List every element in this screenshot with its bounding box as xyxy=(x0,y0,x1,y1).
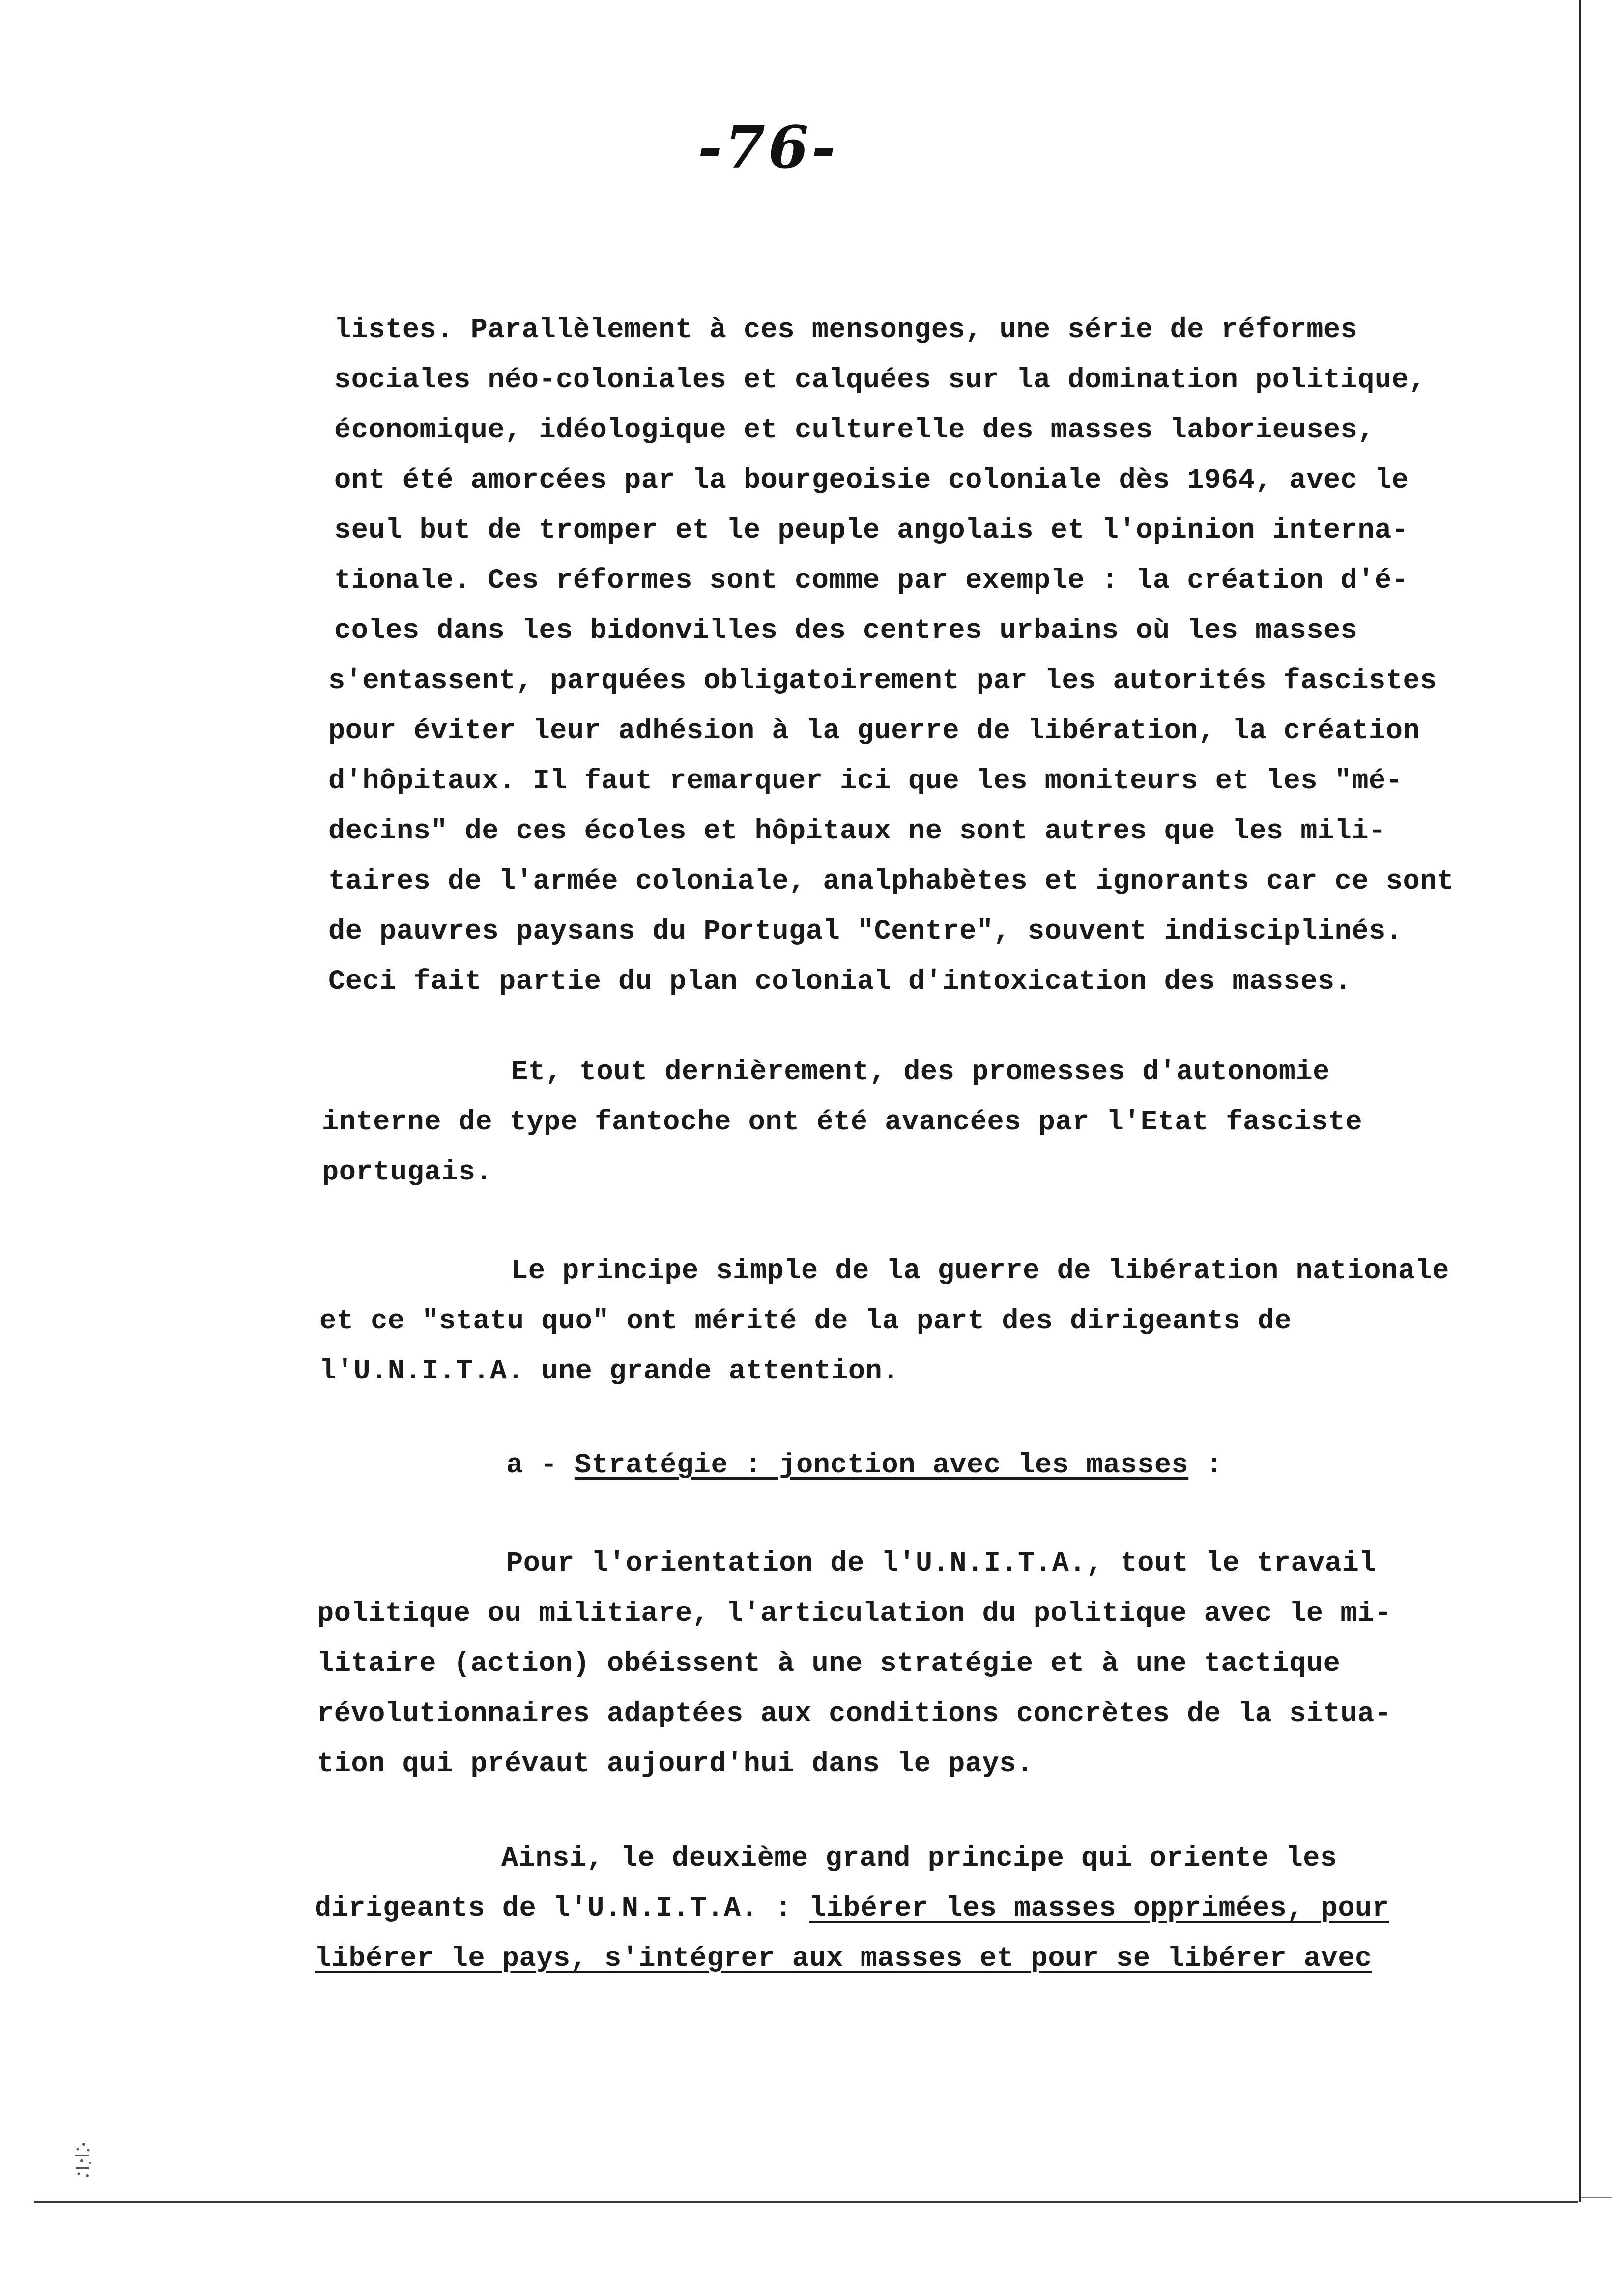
text-line xyxy=(315,1893,1389,1924)
text-underlined: libérer les masses opprimées, pour xyxy=(809,1893,1389,1924)
text-line: de pauvres paysans du Portugal "Centre", souvent indisciplinés. xyxy=(328,916,1403,947)
text-line: Ceci fait partie du plan colonial d'intoxication des masses. xyxy=(328,966,1352,998)
heading-suffix: : xyxy=(1188,1450,1223,1481)
text-line: listes. Parallèlement à ces mensonges, une série de réformes xyxy=(334,315,1358,346)
text-line: Et, tout dernièrement, des promesses d'autonomie xyxy=(511,1057,1330,1088)
text-line: ont été amorcées par la bourgeoisie coloniale dès 1964, avec le xyxy=(334,465,1409,496)
text-line: économique, idéologique et culturelle des masses laborieuses, xyxy=(334,415,1375,446)
text-line: Pour l'orientation de l'U.N.I.T.A., tout le travail xyxy=(506,1548,1376,1579)
text-line: politique ou militiare, l'articulation du politique avec le mi- xyxy=(317,1598,1392,1630)
text-line: coles dans les bidonvilles des centres urbains où les masses xyxy=(334,615,1358,647)
text-line: d'hôpitaux. Il faut remarquer ici que les moniteurs et les "mé- xyxy=(328,766,1403,797)
scan-bottom-edge-tail xyxy=(1581,2197,1612,2198)
text-line: decins" de ces écoles et hôpitaux ne sont autres que les mili- xyxy=(328,816,1386,847)
text-underlined: libérer le pays, s'intégrer aux masses et pour se libérer avec xyxy=(315,1943,1372,1975)
text-line: litaire (action) obéissent à une stratégie et à une tactique xyxy=(317,1648,1341,1680)
text-line: seul but de tromper et le peuple angolais et l'opinion interna- xyxy=(334,515,1409,546)
text-line: révolutionnaires adaptées aux conditions concrètes de la situa- xyxy=(317,1698,1392,1730)
text-line: sociales néo-coloniales et calquées sur la domination politique, xyxy=(334,365,1426,396)
text-plain: dirigeants de l'U.N.I.T.A. : xyxy=(315,1893,809,1924)
heading-underlined: Stratégie : jonction avec les masses xyxy=(574,1450,1189,1481)
text-line: pour éviter leur adhésion à la guerre de libération, la création xyxy=(328,716,1420,747)
text-line: tionale. Ces réformes sont comme par exemple : la création d'é- xyxy=(334,565,1409,597)
text-line xyxy=(315,1943,1372,1975)
scan-bottom-edge-rule xyxy=(34,2201,1578,2203)
text-line: tion qui prévaut aujourd'hui dans le pays. xyxy=(317,1749,1034,1780)
text-line: Ainsi, le deuxième grand principe qui oriente les xyxy=(501,1843,1337,1874)
heading-prefix: a - xyxy=(506,1450,575,1481)
text-line: taires de l'armée coloniale, analphabètes et ignorants car ce sont xyxy=(328,866,1454,897)
text-line: portugais. xyxy=(322,1157,493,1188)
scan-right-edge-rule xyxy=(1579,0,1581,2202)
text-line: s'entassent, parquées obligatoirement par les autorités fascistes xyxy=(328,665,1437,697)
scan-speck-icon xyxy=(69,2140,98,2182)
text-line: et ce "statu quo" ont mérité de la part des dirigeants de xyxy=(319,1306,1292,1337)
text-line: l'U.N.I.T.A. une grande attention. xyxy=(319,1356,899,1387)
page-number: -76- xyxy=(698,113,839,181)
section-heading xyxy=(506,1450,1223,1481)
text-line: Le principe simple de la guerre de libération nationale xyxy=(511,1256,1449,1287)
text-line: interne de type fantoche ont été avancées par l'Etat fasciste xyxy=(322,1107,1363,1138)
